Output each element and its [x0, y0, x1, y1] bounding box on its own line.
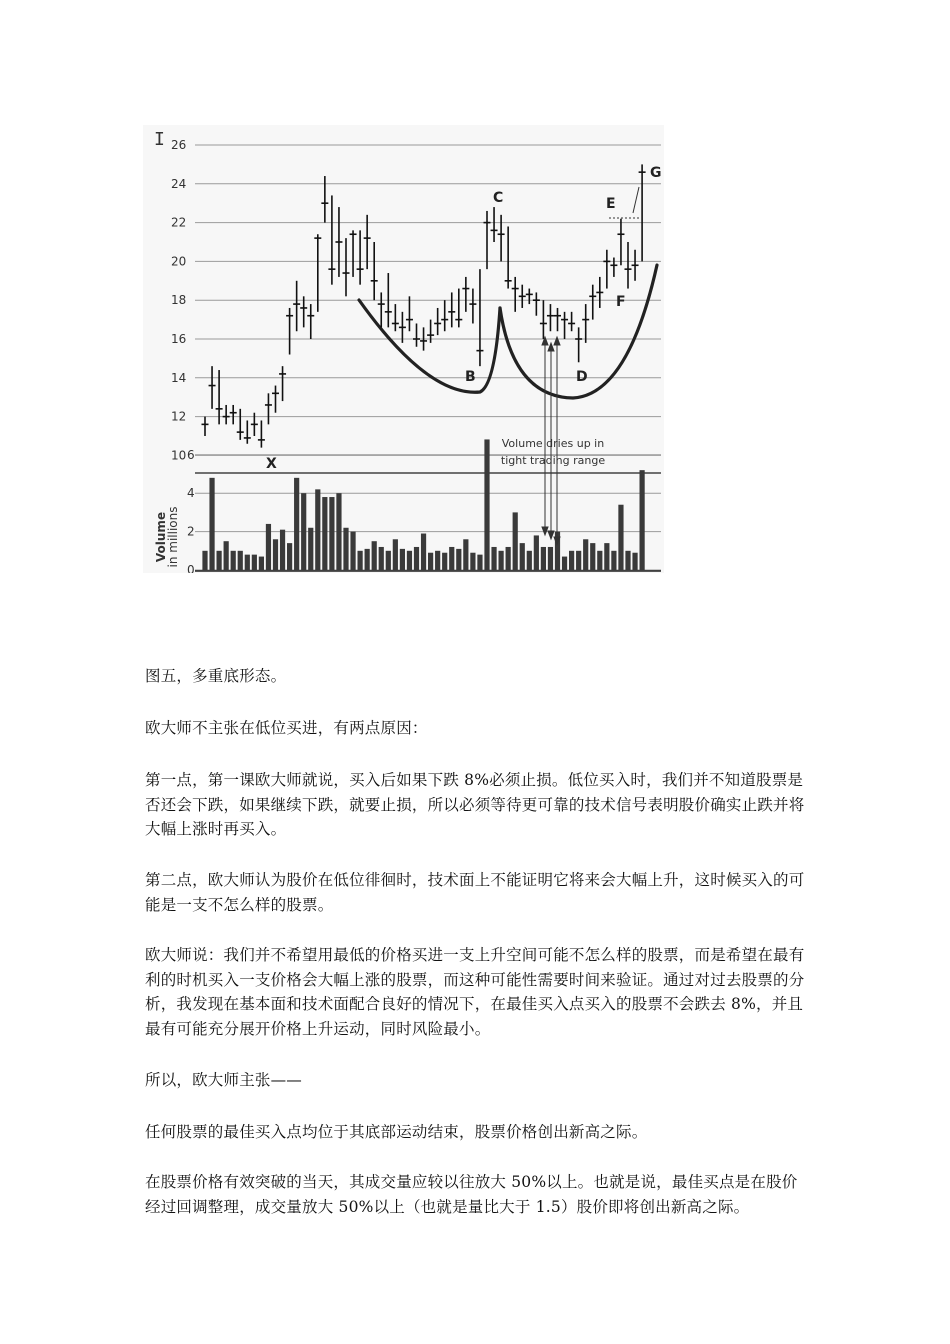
volume-bar	[583, 539, 588, 570]
volume-tick-label: 0	[187, 563, 195, 573]
annotation-label-b: B	[465, 369, 476, 385]
volume-bar	[562, 557, 567, 570]
volume-bar	[266, 524, 271, 570]
price-bar	[258, 420, 265, 447]
price-bar	[526, 289, 533, 305]
volume-bar	[224, 541, 229, 570]
price-tick-label: 24	[171, 176, 187, 191]
price-bar	[350, 230, 357, 277]
price-bar	[476, 269, 483, 366]
volume-bar	[421, 534, 426, 570]
volume-bar	[640, 470, 645, 570]
volume-bar	[202, 551, 207, 570]
volume-bar	[252, 555, 257, 570]
price-bar	[462, 277, 469, 312]
price-bar	[321, 176, 328, 223]
price-bar	[307, 304, 314, 339]
price-bar	[392, 304, 399, 331]
annotation-label-x: X	[266, 456, 277, 472]
volume-bar	[343, 528, 348, 570]
price-bar	[512, 277, 519, 312]
paragraph-6: 所以，欧大师主张——	[145, 1071, 303, 1089]
annotation-label-g: G	[650, 165, 662, 181]
volume-bar	[597, 551, 602, 570]
price-bar	[265, 393, 272, 424]
price-bar	[469, 289, 476, 324]
price-bar	[568, 312, 575, 331]
price-volume-chart	[143, 125, 664, 573]
price-bar	[237, 409, 244, 440]
volume-bar	[209, 478, 214, 570]
volume-bar	[217, 551, 222, 570]
volume-bar	[442, 553, 447, 570]
volume-bar	[358, 551, 363, 570]
paragraph-7: 任何股票的最佳买入点均位于其底部运动结束，股票价格创出新高之际。	[145, 1123, 648, 1141]
volume-bar	[301, 493, 306, 570]
price-bar	[399, 312, 406, 343]
price-bar	[639, 164, 646, 261]
volume-bar	[625, 551, 630, 570]
price-bar	[272, 386, 279, 413]
volume-bar	[273, 539, 278, 570]
volume-bar	[386, 551, 391, 570]
price-bar	[498, 215, 505, 262]
annotation-label-e: E	[606, 196, 616, 212]
volume-bar	[379, 547, 384, 570]
price-bar	[596, 277, 603, 308]
arrow-head-4	[542, 527, 548, 535]
arrow-head-5	[548, 531, 554, 539]
price-bar	[540, 300, 547, 339]
price-bar	[582, 304, 589, 343]
paragraph-4: 第二点，欧大师认为股价在低位徘徊时，技术面上不能证明它将来会大幅上升，这时候买入的可能是一支不怎么样的股票。	[145, 871, 805, 914]
arrow-head-3	[554, 337, 560, 345]
volume-bar	[463, 539, 468, 570]
note-line-2: tight trading range	[500, 454, 606, 467]
volume-bar	[576, 551, 581, 570]
volume-bar	[590, 543, 595, 570]
volume-bar	[569, 551, 574, 570]
price-bar	[603, 250, 610, 289]
price-bar	[448, 292, 455, 327]
price-bar	[300, 296, 307, 327]
annotation-label-f: F	[616, 294, 626, 310]
price-bar	[455, 289, 462, 328]
chart-figure	[143, 125, 664, 573]
volume-bar	[372, 541, 377, 570]
volume-bar	[400, 549, 405, 570]
paragraph-2: 欧大师不主张在低位买进，有两点原因：	[145, 719, 428, 737]
volume-tick-label: 6	[187, 447, 195, 462]
volume-bar	[477, 555, 482, 570]
volume-bar	[449, 547, 454, 570]
price-bar	[434, 308, 441, 335]
price-bar	[343, 238, 350, 296]
volume-bar	[238, 551, 243, 570]
price-bar	[533, 292, 540, 315]
volume-bar	[632, 553, 637, 570]
volume-bar	[322, 497, 327, 570]
price-tick-label: 20	[171, 254, 187, 269]
volume-bar	[534, 535, 539, 570]
g-pointer-arrow	[633, 187, 639, 213]
annotation-label-d: D	[576, 369, 588, 385]
volume-bar	[393, 539, 398, 570]
price-bar	[561, 312, 568, 339]
volume-bar	[414, 547, 419, 570]
volume-bar	[506, 547, 511, 570]
price-bar	[589, 285, 596, 320]
volume-bar	[428, 553, 433, 570]
price-tick-label: 26	[171, 138, 187, 152]
volume-bar	[456, 549, 461, 570]
volume-bar	[484, 439, 489, 570]
price-bar	[378, 292, 385, 327]
volume-bar	[287, 543, 292, 570]
volume-bar	[491, 547, 496, 570]
price-bar	[244, 420, 251, 443]
note-line-1: Volume dries up in	[501, 437, 605, 450]
volume-axis-label: Volume	[154, 511, 168, 563]
price-tick-label: 12	[171, 409, 187, 424]
price-bar	[357, 230, 364, 284]
price-bar	[617, 219, 624, 266]
price-bar	[625, 242, 632, 289]
volume-bar	[245, 555, 250, 570]
volume-bar	[548, 547, 553, 570]
price-bar	[230, 405, 237, 424]
price-bar	[491, 207, 498, 242]
volume-bar	[513, 512, 518, 570]
price-bar	[484, 211, 491, 269]
price-bar	[328, 195, 335, 284]
volume-bar	[329, 497, 334, 570]
price-bar	[209, 366, 216, 409]
price-bar	[505, 226, 512, 288]
price-bar	[293, 281, 300, 331]
price-bar	[519, 285, 526, 308]
volume-bar	[294, 478, 299, 570]
volume-bar	[470, 553, 475, 570]
volume-tick-label: 2	[187, 524, 195, 539]
price-bar	[406, 296, 413, 331]
volume-bar	[435, 551, 440, 570]
price-bar	[413, 323, 420, 346]
paragraph-3: 第一点，第一课欧大师就说，买入后如果下跌 8%必须止损。低位买入时，我们并不知道股票是否还会下跌，如果继续下跌，就要止损，所以必须等待更可靠的技术信号表明股价确实止跌并将大幅上涨时再买入。	[145, 771, 805, 838]
volume-bar	[527, 551, 532, 570]
volume-bar	[365, 549, 370, 570]
arrow-head-2	[548, 343, 554, 351]
price-bar	[575, 327, 582, 362]
volume-bar	[520, 543, 525, 570]
price-tick-label: 16	[171, 332, 187, 346]
volume-bar	[407, 551, 412, 570]
volume-bar	[315, 489, 320, 570]
volume-bar	[308, 528, 313, 570]
price-bar	[279, 366, 286, 401]
annotation-label-c: C	[493, 190, 504, 206]
volume-tick-label: 4	[187, 486, 195, 501]
volume-bar	[336, 493, 341, 570]
paragraph-5: 欧大师说：我们并不希望用最低的价格买进一支上升空间可能不怎么样的股票，而是希望在最有利的时机买入一支价格会大幅上涨的股票，而这种可能性需要时间来验证。通过对过去股票的分析，我发现在基本面和技术面配合良好的情况下，在最佳买入点买入的股票不会跌去 8%，并且最有可能充分展开价格上升运动，同时风险最小。	[145, 946, 805, 1038]
volume-bar	[499, 551, 504, 570]
volume-bar	[280, 530, 285, 570]
volume-bar	[618, 505, 623, 570]
paragraph-8: 在股票价格有效突破的当天，其成交量应较以往放大 50%以上。也就是说，最佳买点是在股价经过回调整理，成交量放大 50%以上（也就是量比大于 1.5）股价即将创出新高之际。	[145, 1173, 798, 1216]
text-cursor-icon: I	[154, 129, 165, 150]
cup-curve-left	[359, 300, 500, 392]
price-bar	[547, 304, 554, 331]
price-bar	[610, 258, 617, 277]
price-bar	[202, 417, 209, 436]
volume-bar	[350, 532, 355, 570]
price-bar	[441, 300, 448, 331]
price-bar	[632, 250, 639, 281]
volume-bar	[604, 543, 609, 570]
price-tick-label: 22	[171, 215, 187, 230]
volume-axis-unit: in millions	[166, 506, 180, 568]
volume-bar	[231, 551, 236, 570]
price-bar	[223, 405, 230, 424]
price-bar	[335, 207, 342, 277]
price-bar	[286, 308, 293, 355]
volume-bar	[259, 557, 264, 570]
price-bar	[554, 308, 561, 331]
price-tick-label: 14	[171, 370, 187, 385]
price-tick-label: 10	[171, 448, 187, 463]
price-tick-label: 18	[171, 293, 187, 308]
volume-bar	[541, 547, 546, 570]
volume-bar	[611, 551, 616, 570]
caption-paragraph: 图五，多重底形态。	[145, 667, 287, 685]
price-bar	[371, 242, 378, 300]
